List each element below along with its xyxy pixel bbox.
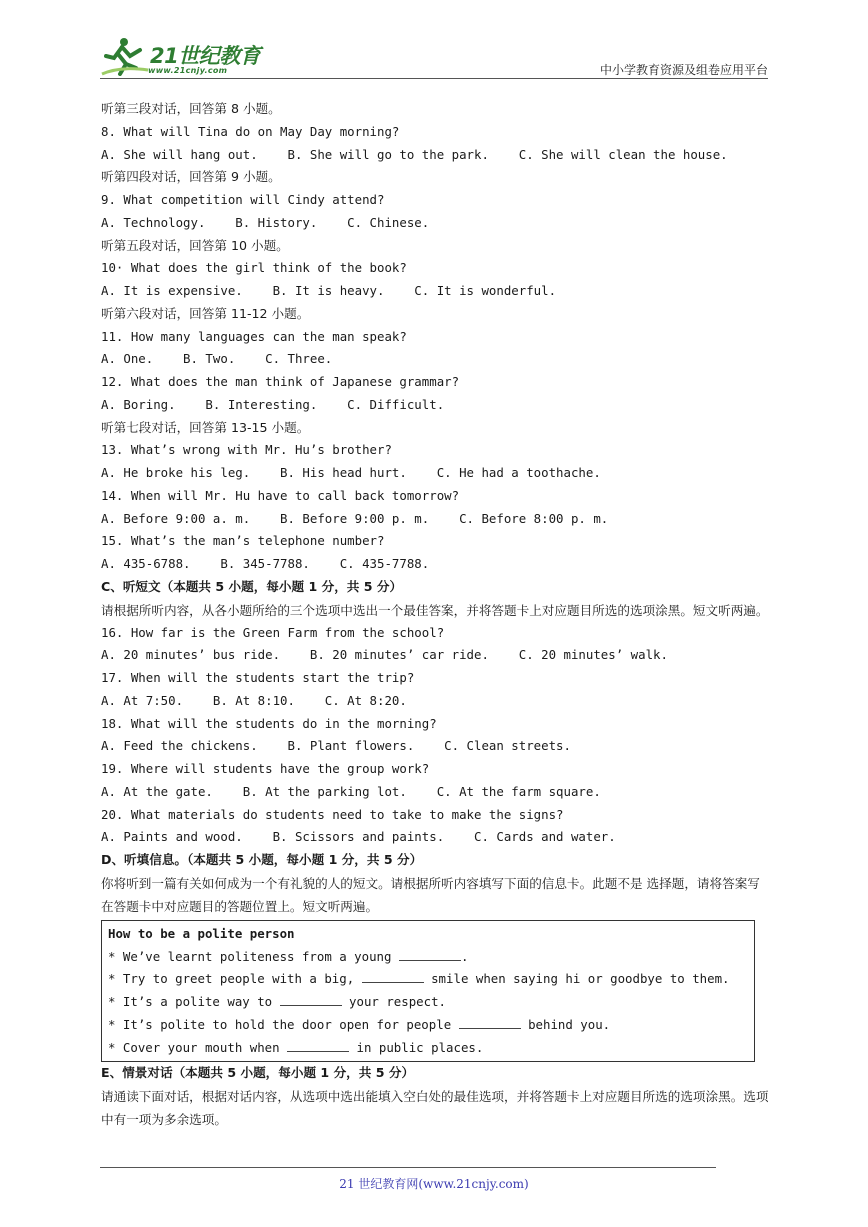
- item-text: * It’s a polite way to: [108, 994, 280, 1009]
- answer-blank[interactable]: [459, 1018, 521, 1029]
- item-text: * It’s polite to hold the door open for people: [108, 1016, 459, 1032]
- options: A. Feed the chickens. B. Plant flowers. C. Clean streets.: [101, 738, 571, 754]
- section-instruction: 请根据所听内容，从各小题所给的三个选项中选出一个最佳答案，并将答题卡上对应题目所选的选项涂黑。短文听两遍。: [101, 602, 769, 618]
- info-card-item: [108, 968, 748, 991]
- question: 9. What competition will Cindy attend?: [101, 192, 385, 207]
- logo: [100, 36, 270, 78]
- section-prompt: 听第四段对话，回答第 9 小题。: [101, 169, 281, 185]
- question: 19. Where will students have the group work?: [101, 761, 430, 776]
- options: A. Boring. B. Interesting. C. Difficult.: [101, 396, 445, 412]
- options: A. Before 9:00 a. m. B. Before 9:00 p. m. C. Before 8:00 p. m.: [101, 510, 609, 526]
- section-prompt: 听第三段对话，回答第 8 小题。: [101, 101, 281, 116]
- info-card-item: [108, 991, 748, 1014]
- item-text: .: [460, 948, 469, 964]
- options: A. She will hang out. B. She will go to the park. C. She will clean the house.: [101, 146, 728, 162]
- question: 17. When will the students start the trip?: [101, 670, 415, 685]
- item-text: * Try to greet people with a big,: [108, 971, 362, 987]
- question: 15. What’s the man’s telephone number?: [101, 533, 385, 549]
- question: 16. How far is the Green Farm from the school?: [101, 624, 445, 640]
- logo-url: www.21cnjy.com: [148, 66, 228, 75]
- answer-blank[interactable]: [362, 972, 424, 983]
- question: 18. What will the students do in the morning?: [101, 715, 437, 731]
- question: 20. What materials do students need to take to make the signs?: [101, 806, 564, 822]
- options: A. He broke his leg. B. His head hurt. C. He had a toothache.: [101, 465, 601, 480]
- section-heading: D、听填信息。（本题共 5 小题，每小题 1 分，共 5 分）: [101, 852, 423, 867]
- logo-text: 21世纪教育: [150, 44, 261, 68]
- info-card-item: [108, 1037, 748, 1060]
- item-text: your respect.: [341, 994, 447, 1009]
- exam-content: [101, 98, 769, 1131]
- answer-blank[interactable]: [287, 1041, 349, 1052]
- question: 13. What’s wrong with Mr. Hu’s brother?: [101, 442, 392, 458]
- info-card: [101, 920, 755, 1063]
- info-card-item: [108, 1014, 748, 1037]
- header-tagline: 中小学教育资源及组卷应用平台: [599, 63, 768, 77]
- options: A. 435-6788. B. 345-7788. C. 435-7788.: [101, 556, 430, 571]
- section-heading: E、情景对话（本题共 5 小题，每小题 1 分，共 5 分）: [101, 1065, 415, 1081]
- section-prompt: 听第六段对话，回答第 11-12 小题。: [101, 305, 310, 321]
- options: A. At the gate. B. At the parking lot. C. At the farm square.: [101, 783, 601, 799]
- options: A. 20 minutes’ bus ride. B. 20 minutes’ car ride. C. 20 minutes’ walk.: [101, 647, 668, 663]
- runner-logo-icon: [100, 36, 152, 76]
- item-text: * Cover your mouth when: [108, 1039, 288, 1055]
- page-header: [100, 36, 768, 80]
- question: 12. What does the man think of Japanese grammar?: [101, 374, 460, 389]
- info-card-item: [108, 946, 748, 969]
- section-instruction: 你将听到一篇有关如何成为一个有礼貌的人的短文。请根据所听内容填写下面的信息卡。此题不是 选择题，请将答案写在答题卡中对应题目的答题位置上。短文听两遍。: [101, 875, 760, 914]
- options: A. Technology. B. History. C. Chinese.: [101, 214, 430, 230]
- question: 14. When will Mr. Hu have to call back tomorrow?: [101, 487, 460, 503]
- question: 11. How many languages can the man speak?: [101, 328, 407, 344]
- options: A. One. B. Two. C. Three.: [101, 351, 333, 367]
- item-text: * We’ve learnt politeness from a young: [108, 948, 399, 964]
- options: A. At 7:50. B. At 8:10. C. At 8:20.: [101, 692, 407, 708]
- item-text: behind you.: [520, 1016, 611, 1032]
- question: 8. What will Tina do on May Day morning?: [101, 123, 400, 139]
- options: A. It is expensive. B. It is heavy. C. It is wonderful.: [101, 283, 557, 298]
- section-prompt: 听第七段对话，回答第 13-15 小题。: [101, 419, 310, 435]
- section-instruction: 请通读下面对话，根据对话内容，从选项中选出能填入空白处的最佳选项，并将答题卡上对应题目所选的选项涂黑。选项中有一项为多余选项。: [101, 1089, 769, 1127]
- page-footer[interactable]: 21 世纪教育网(www.21cnjy.com): [339, 1177, 529, 1191]
- section-prompt: 听第五段对话，回答第 10 小题。: [101, 237, 289, 253]
- answer-blank[interactable]: [399, 950, 461, 961]
- answer-blank[interactable]: [280, 995, 342, 1006]
- section-heading: C、听短文（本题共 5 小题，每小题 1 分，共 5 分）: [101, 578, 403, 594]
- footer-divider: [100, 1167, 716, 1168]
- options: A. Paints and wood. B. Scissors and paints. C. Cards and water.: [101, 829, 616, 845]
- header-divider: [100, 78, 768, 79]
- item-text: smile when saying hi or goodbye to them.: [423, 971, 730, 987]
- question: 10· What does the girl think of the book?: [101, 260, 407, 276]
- info-card-title: How to be a polite person: [108, 925, 295, 941]
- item-text: in public places.: [349, 1039, 484, 1055]
